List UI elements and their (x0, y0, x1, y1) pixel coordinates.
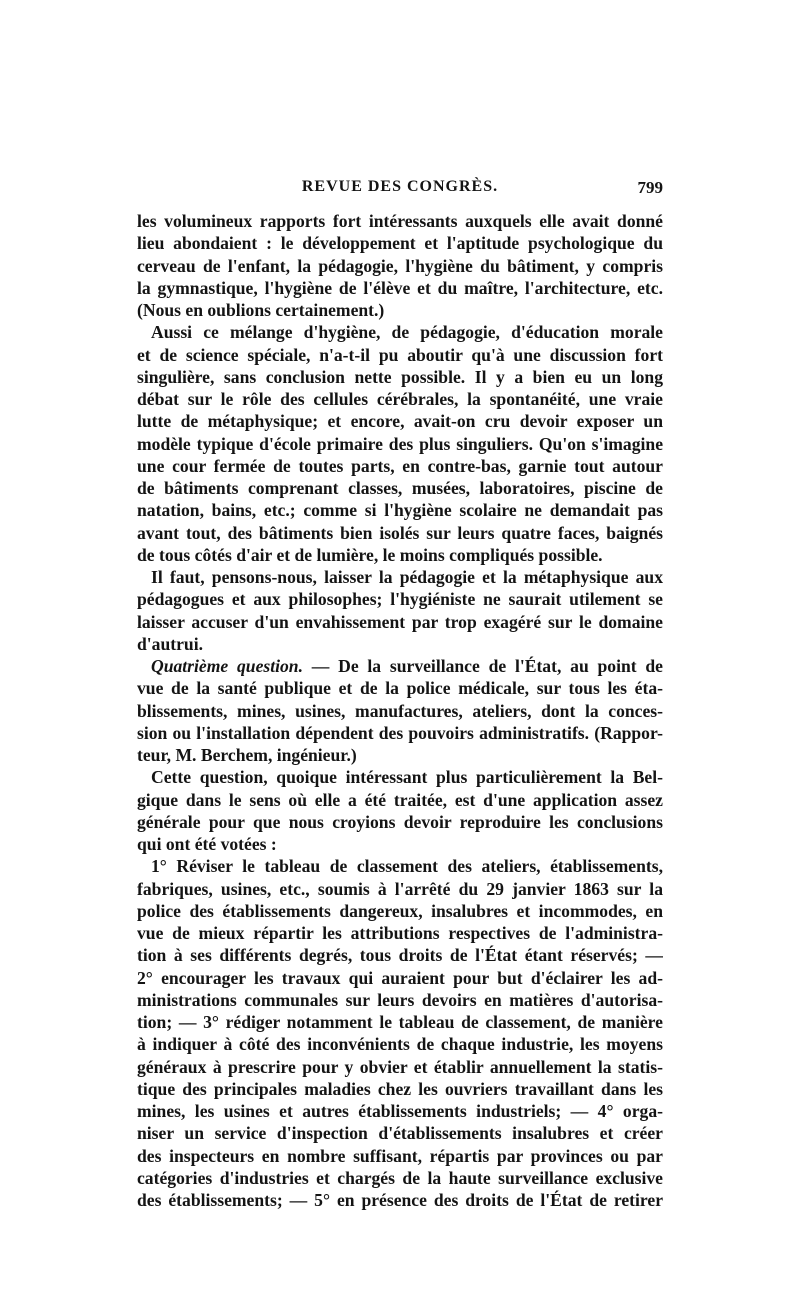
line-text: de tous côtés d'air et de lumière, le moins compliqués possible. (137, 544, 603, 565)
text-line (137, 255, 663, 277)
text-line (137, 210, 663, 232)
text-line (137, 1078, 663, 1100)
line-text: blissements, mines, usines, manufactures, ateliers, dont la conces- (137, 700, 663, 721)
text-line (137, 944, 663, 966)
line-text: modèle typique d'école primaire des plus singuliers. Qu'on s'imagine (137, 433, 663, 454)
text-line (137, 789, 663, 811)
text-line (137, 1100, 663, 1122)
line-text: vue de mieux répartir les attributions respectives de l'administra- (137, 923, 663, 943)
line-text: pédagogues et aux philosophes; l'hygiéniste ne saurait utilement se (137, 589, 663, 610)
line-text: sion ou l'installation dépendent des pouvoirs administratifs. (Rappor- (137, 722, 663, 743)
text-line (137, 321, 663, 343)
line-text: mines, les usines et autres établissements industriels; — 4° orga- (137, 1101, 663, 1121)
line-text: des inspecteurs en nombre suffisant, répartis par provinces ou par (137, 1145, 663, 1166)
line-text: qui ont été votées : (137, 834, 277, 854)
text-line (137, 967, 663, 989)
line-text: fabriques, usines, etc., soumis à l'arrêté du 29 janvier 1863 sur la (137, 878, 663, 899)
line-text: à indiquer à côté des inconvénients de chaque industrie, les moyens (137, 1034, 663, 1055)
line-text: catégories d'industries et chargés de la haute surveillance exclusive (137, 1167, 663, 1188)
line-text: des établissements; — 5° en présence des droits de l'État de retirer (137, 1190, 663, 1210)
page-header (137, 178, 663, 202)
text-line (137, 677, 663, 699)
text-line (137, 344, 663, 366)
line-text: d'autrui. (137, 633, 203, 654)
text-line (137, 455, 663, 477)
line-text: les volumineux rapports fort intéressants auxquels elle avait donné (137, 211, 663, 231)
line-text: ministrations communales sur leurs devoirs en matières d'autorisa- (137, 989, 663, 1010)
text-line (137, 722, 663, 744)
text-line (137, 811, 663, 833)
text-line (137, 477, 663, 499)
line-text: laisser accuser d'un envahissement par trop exagéré sur le domaine (137, 611, 663, 632)
line-text: Cette question, quoique intéressant plus particulièrement la Bel- (151, 767, 663, 788)
line-text: lutte de métaphysique; et encore, avait-on cru devoir exposer un (137, 411, 663, 432)
line-text: singulière, sans conclusion nette possible. Il y a bien eu un long (137, 366, 663, 387)
line-text: débat sur le rôle des cellules cérébrales, la spontanéité, une vraie (137, 389, 663, 409)
line-text: tion; — 3° rédiger notamment le tableau de classement, de manière (137, 1012, 663, 1032)
line-text: avant tout, des bâtiments bien isolés sur leurs quatre faces, baignés (137, 522, 663, 543)
line-text: tique des principales maladies chez les ouvriers travaillant dans les (137, 1078, 663, 1099)
line-text: cerveau de l'enfant, la pédagogie, l'hygiène du bâtiment, y compris (137, 255, 663, 276)
text-line (137, 900, 663, 922)
text-line (137, 1033, 663, 1055)
line-text: 2° encourager les travaux qui auraient pour but d'éclairer les ad- (137, 967, 663, 988)
text-line (137, 1167, 663, 1189)
line-text: Il faut, pensons-nous, laisser la pédagogie et la métaphysique aux (151, 567, 663, 587)
text-line (137, 588, 663, 610)
text-line (137, 388, 663, 410)
line-text: générale pour que nous croyions devoir reproduire les conclusions (137, 811, 663, 832)
line-text: niser un service d'inspection d'établissements insalubres et créer (137, 1123, 663, 1144)
line-text: police des établissements dangereux, insalubres et incommodes, en (137, 900, 663, 921)
text-line (137, 566, 663, 588)
page-number: 799 (637, 178, 663, 197)
text-line (137, 1011, 663, 1033)
line-text: Aussi ce mélange d'hygiène, de pédagogie, d'éducation morale (151, 322, 663, 343)
line-text: une cour fermée de toutes parts, en contre-bas, garnie tout autour (137, 455, 663, 476)
line-text: gique dans le sens où elle a été traitée, est d'une application assez (137, 789, 663, 810)
line-text: natation, bains, etc.; comme si l'hygiène scolaire ne demandait pas (137, 500, 663, 521)
text-line (137, 277, 663, 299)
line-text: vue de la santé publique et de la police médicale, sur tous les éta- (137, 678, 663, 699)
line-text: lieu abondaient : le développement et l'aptitude psychologique du (137, 233, 663, 254)
text-line (137, 989, 663, 1011)
text-line (137, 1056, 663, 1078)
text-line (137, 878, 663, 900)
text-line (137, 744, 663, 766)
text-line (137, 544, 663, 566)
line-text: la gymnastique, l'hygiène de l'élève et du maître, l'architecture, etc. (137, 277, 663, 298)
text-line (137, 1189, 663, 1211)
text-line (137, 299, 663, 321)
text-line (137, 855, 663, 877)
line-text: teur, M. Berchem, ingénieur.) (137, 745, 357, 765)
line-text: 1° Réviser le tableau de classement des ateliers, établissements, (151, 856, 663, 877)
text-line (137, 766, 663, 788)
text-line (137, 232, 663, 254)
line-text: de bâtiments comprenant classes, musées, laboratoires, piscine de (137, 478, 663, 498)
line-text: (Nous en oublions certainement.) (137, 300, 385, 320)
line-text: — De la surveillance de l'État, au point de (302, 656, 663, 676)
text-line (137, 633, 663, 655)
body-text (137, 210, 663, 1211)
text-line (137, 499, 663, 521)
text-line (137, 655, 663, 677)
text-line (137, 1145, 663, 1167)
text-line (137, 433, 663, 455)
text-line (137, 700, 663, 722)
text-line (137, 833, 663, 855)
text-line (137, 410, 663, 432)
line-text: généraux à prescrire pour y obvier et établir annuellement la statis- (137, 1056, 663, 1077)
section-heading: Quatrième question. (151, 656, 303, 676)
text-line (137, 611, 663, 633)
line-text: et de science spéciale, n'a-t-il pu aboutir qu'à une discussion fort (137, 344, 663, 365)
text-line (137, 1122, 663, 1144)
text-line (137, 922, 663, 944)
text-line (137, 366, 663, 388)
line-text: tion à ses différents degrés, tous droits de l'État étant réservés; — (137, 945, 663, 966)
running-title: REVUE DES CONGRÈS. (301, 178, 499, 195)
text-line (137, 522, 663, 544)
